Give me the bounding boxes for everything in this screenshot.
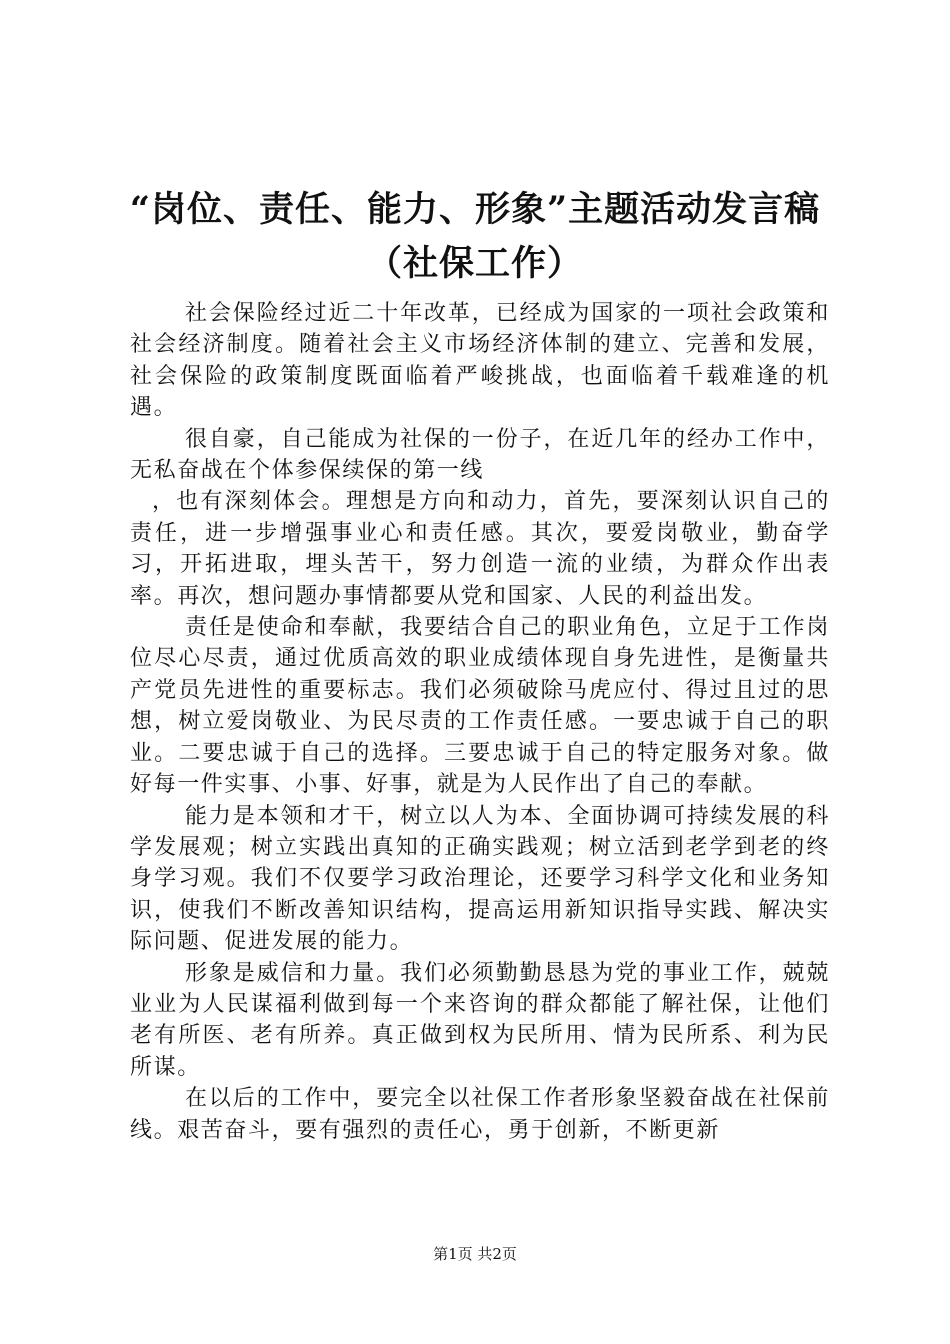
document-subtitle: （社保工作） bbox=[366, 243, 583, 284]
document-title: “岗位、责任、能力、形象”主题活动发言稿 bbox=[129, 189, 821, 230]
paragraph-image: 形象是威信和力量。我们必须勤勤恳恳为党的事业工作，兢兢业业为人民谋福利做到每一个来咨询的群众都能了解社保，让他们老有所医、老有所养。真正做到权为民所用、情为民所系、利为民所谋。 bbox=[130, 960, 830, 1080]
paragraph-ideals: ，也有深刻体会。理想是方向和动力，首先，要深刻认识自己的责任，进一步增强事业心和责任感。其次，要爱岗敬业，勤奋学习，开拓进取，埋头苦干，努力创造一流的业绩，为群众作出表率。再次，想问题办事情都要从党和国家、人民的利益出发。 bbox=[130, 489, 830, 609]
paragraph-responsibility: 责任是使命和奉献，我要结合自己的职业角色，立足于工作岗位尽心尽责，通过优质高效的职业成绩体现自身先进性，是衡量共产党员先进性的重要标志。我们必须破除马虎应付、得过且过的思想，树立爱岗敬业、为民尽责的工作责任感。一要忠诚于自己的职业。二要忠诚于自己的选择。三要忠诚于自己的特定服务对象。做好每一件实事、小事、好事，就是为人民作出了自己的奉献。 bbox=[130, 615, 830, 798]
paragraph-pride: 很自豪，自己能成为社保的一份子，在近几年的经办工作中，无私奋战在个体参保续保的第一线 bbox=[130, 426, 830, 484]
page-number-footer: 第1页 共2页 bbox=[433, 1245, 517, 1263]
paragraph-ability: 能力是本领和才干，树立以人为本、全面协调可持续发展的科学发展观；树立实践出真知的正确实践观；树立活到老学到老的终身学习观。我们不仅要学习政治理论，还要学习科学文化和业务知识，使我们不断改善知识结构，提高运用新知识指导实践、解决实际问题、促进发展的能力。 bbox=[130, 803, 830, 955]
paragraph-intro: 社会保险经过近二十年改革，已经成为国家的一项社会政策和社会经济制度。随着社会主义市场经济体制的建立、完善和发展，社会保险的政策制度既面临着严峻挑战，也面临着千载难逢的机遇。 bbox=[130, 301, 830, 421]
paragraph-future: 在以后的工作中，要完全以社保工作者形象坚毅奋战在社保前线。艰苦奋斗，要有强烈的责任心，勇于创新，不断更新 bbox=[130, 1086, 830, 1143]
document-body bbox=[130, 298, 830, 1146]
